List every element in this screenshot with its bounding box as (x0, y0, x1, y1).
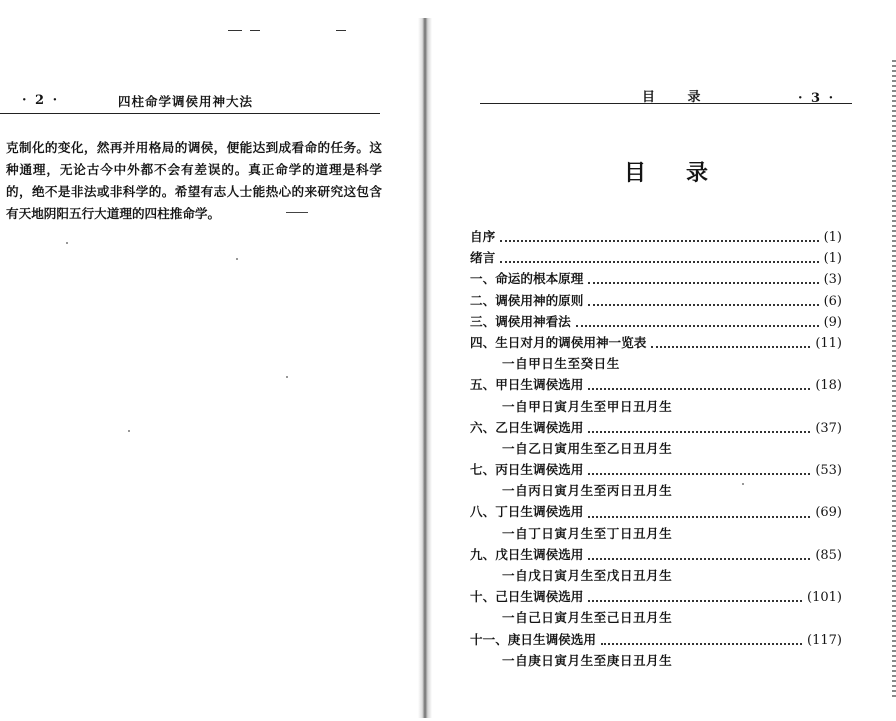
toc-leader-dots (588, 387, 810, 390)
page-number: · 3 · (798, 91, 836, 106)
toc-leader-dots (500, 260, 818, 263)
toc-entry-page: (117) (807, 632, 842, 648)
toc-leader-dots (588, 599, 802, 602)
toc-entry (470, 332, 842, 353)
toc-entry-label: 一、命运的根本原理 (470, 271, 584, 287)
toc-entry-label: 六、乙日生调侯选用 (470, 419, 584, 435)
toc-leader-dots (588, 515, 810, 518)
toc-entry-page: (6) (823, 293, 842, 309)
toc-entry-label: 一自丁日寅月生至丁日丑月生 (502, 525, 673, 541)
table-of-contents (470, 226, 842, 671)
toc-subentry (470, 438, 842, 459)
toc-entry-label: 十、己日生调侯选用 (470, 589, 584, 605)
end-rule (286, 212, 308, 213)
toc-entry (470, 268, 842, 289)
toc-entry-label: 二、调侯用神的原则 (470, 292, 584, 308)
toc-leader-dots (588, 281, 818, 284)
toc-entry-page: (18) (815, 378, 842, 394)
toc-entry-label: 一自己日寅月生至己日丑月生 (502, 610, 673, 626)
toc-subentry (470, 480, 842, 501)
page-number: · 2 · (22, 93, 60, 108)
toc-entry-page: (11) (815, 335, 842, 351)
toc-entry-page: (101) (807, 590, 842, 606)
toc-entry-page: (1) (823, 251, 842, 267)
toc-entry-label: 一自戊日寅月生至戊日丑月生 (502, 568, 673, 583)
toc-subentry (470, 353, 842, 374)
toc-entry-label: 一自庚日寅月生至庚日丑月生 (502, 652, 673, 668)
toc-leader-dots (588, 557, 810, 560)
toc-entry-label: 五、甲日生调侯选用 (470, 377, 584, 393)
toc-entry (470, 629, 842, 650)
toc-entry-label: 一自丙日寅月生至丙日丑月生 (502, 483, 673, 499)
toc-entry (470, 417, 842, 438)
toc-entry (470, 290, 842, 311)
toc-entry-label: 一自乙日寅用生至乙日丑月生 (502, 440, 673, 456)
toc-entry (470, 247, 842, 268)
toc-entry-label: 绪言 (470, 250, 496, 266)
toc-entry (470, 311, 842, 332)
toc-entry-page: (85) (815, 547, 842, 563)
toc-leader-dots (651, 345, 810, 348)
toc-entry-page: (3) (823, 272, 842, 288)
running-title: 目 录 (642, 90, 715, 105)
toc-entry-label: 四、生日对月的调侯用神一览表 (470, 334, 647, 350)
toc-leader-dots (588, 303, 818, 306)
toc-subentry (470, 650, 842, 671)
toc-subentry (470, 565, 842, 586)
toc-entry-page: (1) (823, 230, 842, 245)
toc-subentry (470, 396, 842, 417)
toc-leader-dots (601, 642, 802, 645)
toc-entry-label: 一自甲日寅月生至甲日丑月生 (502, 398, 673, 414)
toc-entry (470, 586, 842, 607)
toc-title: 目录 (624, 161, 749, 186)
header-rule (480, 103, 852, 104)
right-page (430, 0, 896, 721)
toc-entry-label: 三、调侯用神看法 (470, 313, 571, 329)
toc-entry-label: 十一、庚日生调侯选用 (470, 631, 596, 647)
toc-entry-label: 一自甲日生至癸日生 (502, 356, 620, 372)
toc-entry (470, 544, 842, 565)
toc-entry-label: 八、丁日生调侯选用 (470, 504, 584, 520)
toc-entry-label: 九、戊日生调侯选用 (470, 546, 584, 562)
toc-entry-label: 七、丙日生调侯选用 (470, 462, 584, 478)
running-title: 四柱命学调侯用神大法 (118, 94, 254, 109)
toc-entry-label: 自序 (470, 229, 496, 244)
toc-subentry (470, 607, 842, 628)
toc-leader-dots (576, 324, 819, 327)
header-rule (0, 113, 380, 114)
body-paragraph: 克制化的变化，然再并用格局的调侯，便能达到成看命的任务。这种通理，无论古今中外都不会有差误的。真正命学的道理是科学的，绝不是非法或非科学的。希望有志人士能热心的来研究这包含有天地阴阳五行大道理的四柱推命学。 (6, 139, 382, 221)
toc-entry (470, 226, 842, 247)
left-page (0, 0, 420, 721)
toc-entry (470, 459, 842, 480)
toc-entry-page: (9) (823, 314, 842, 330)
toc-entry-page: (69) (815, 505, 842, 521)
toc-entry-page: (37) (815, 420, 842, 436)
toc-leader-dots (588, 430, 810, 433)
toc-entry-page: (53) (815, 463, 842, 479)
toc-leader-dots (500, 239, 818, 242)
toc-entry (470, 501, 842, 522)
toc-subentry (470, 523, 842, 544)
toc-entry (470, 374, 842, 395)
toc-leader-dots (588, 472, 810, 475)
